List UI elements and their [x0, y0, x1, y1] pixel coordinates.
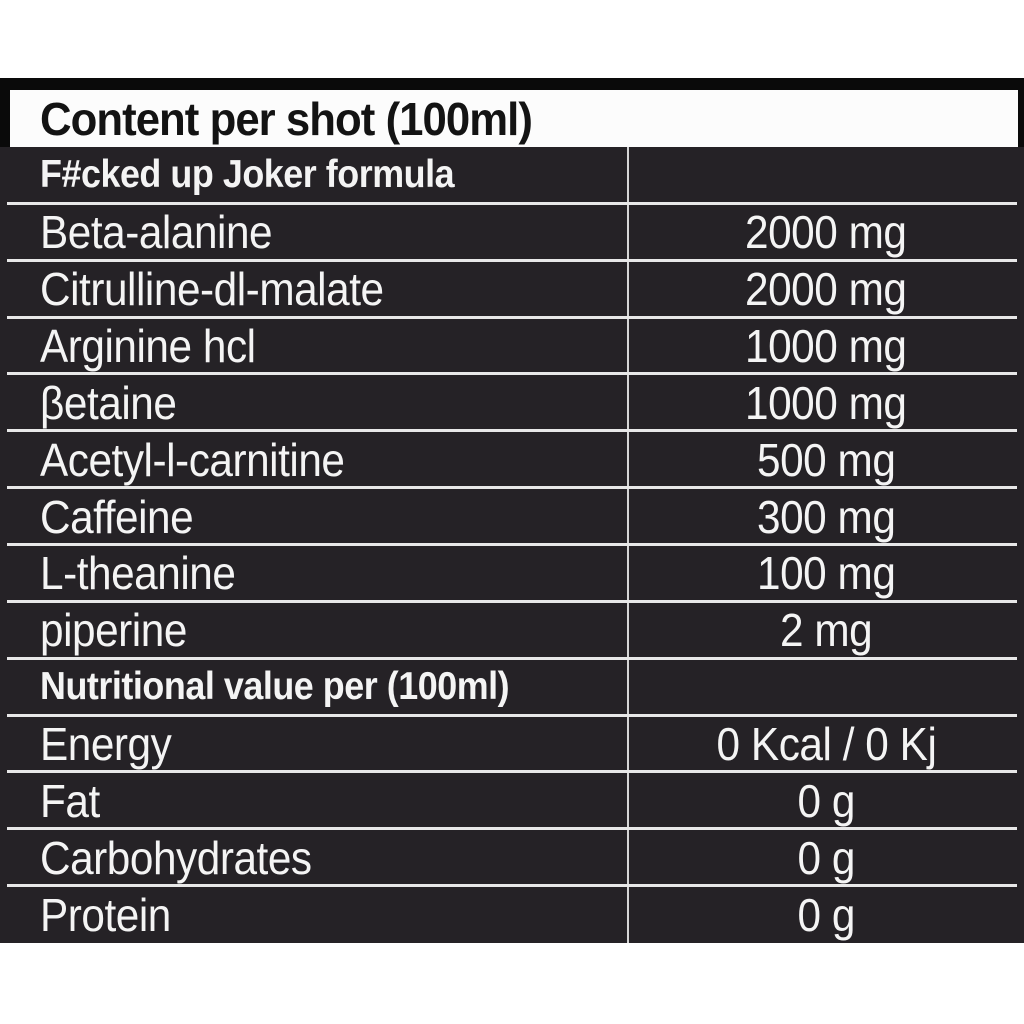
ingredient-name: Acetyl-l-carnitine [40, 433, 345, 486]
ingredient-name: Arginine hcl [40, 320, 256, 372]
nutrient-name: Protein [40, 888, 171, 941]
table-row-arginine [0, 318, 1024, 375]
section-row-nutritional-value [0, 659, 1024, 716]
ingredient-amount: 2 mg [779, 604, 873, 657]
ingredient-amount: 1000 mg [745, 320, 907, 372]
nutrition-label-panel [0, 78, 1024, 943]
table-row-fat [0, 772, 1024, 829]
nutrient-amount: 0 Kcal / 0 Kj [716, 718, 936, 771]
ingredient-amount: 1000 mg [745, 376, 907, 429]
ingredient-name: βetaine [40, 376, 177, 429]
ingredient-name: piperine [40, 604, 187, 657]
section-row-formula [0, 147, 1024, 204]
table-row-energy [0, 716, 1024, 773]
ingredient-name: Citrulline-dl-malate [40, 263, 384, 316]
ingredient-name: Caffeine [40, 490, 194, 543]
ingredient-name: L-theanine [40, 547, 236, 600]
ingredient-amount: 100 mg [756, 547, 896, 600]
ingredients-table [0, 147, 1024, 943]
table-row-protein [0, 886, 1024, 943]
panel-title: Content per shot (100ml) [40, 92, 532, 145]
section-heading: F#cked up Joker formula [40, 153, 455, 197]
nutrient-name: Fat [40, 774, 100, 827]
ingredient-amount: 300 mg [756, 490, 896, 543]
table-row-piperine [0, 602, 1024, 659]
table-row-citrulline [0, 261, 1024, 318]
section-heading: Nutritional value per (100ml) [40, 665, 510, 709]
table-row-betaine [0, 374, 1024, 431]
ingredient-name: Beta-alanine [40, 206, 273, 259]
panel-header-border [0, 78, 1024, 147]
table-row-beta-alanine [0, 204, 1024, 261]
table-row-l-theanine [0, 545, 1024, 602]
table-row-acetyl-l-carnitine [0, 431, 1024, 488]
nutrient-name: Carbohydrates [40, 831, 312, 884]
nutrient-amount: 0 g [797, 888, 855, 941]
ingredient-amount: 2000 mg [745, 206, 907, 259]
nutrient-amount: 0 g [797, 831, 855, 884]
table-row-carbohydrates [0, 829, 1024, 886]
panel-title-bar [10, 90, 1018, 147]
table-row-caffeine [0, 488, 1024, 545]
nutrient-amount: 0 g [797, 774, 855, 827]
ingredient-amount: 500 mg [756, 433, 896, 486]
nutrient-name: Energy [40, 718, 172, 771]
ingredient-amount: 2000 mg [745, 263, 907, 316]
